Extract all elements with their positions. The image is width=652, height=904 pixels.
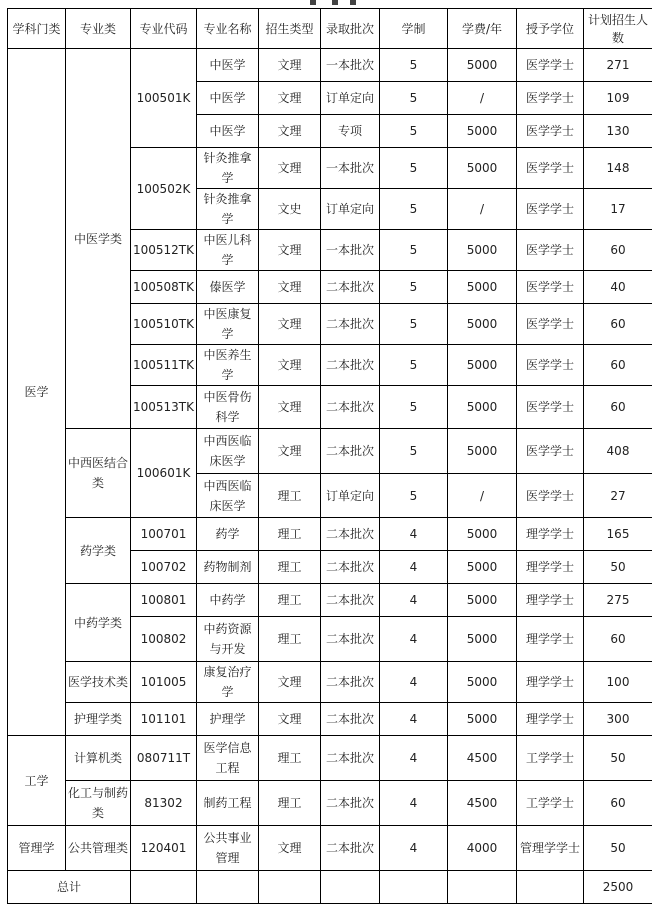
type-cell: 文理	[259, 429, 321, 474]
degree-cell: 理学学士	[517, 584, 584, 617]
category-cell: 化工与制药类	[66, 781, 131, 826]
category-cell: 公共管理类	[66, 826, 131, 871]
plan-cell: 60	[584, 386, 652, 429]
degree-cell: 医学学士	[517, 429, 584, 474]
code-cell: 100511TK	[131, 345, 197, 386]
batch-cell: 一本批次	[321, 230, 380, 271]
type-cell: 理工	[259, 551, 321, 584]
category-cell: 中药学类	[66, 584, 131, 662]
fee-cell: 5000	[448, 304, 517, 345]
type-cell: 文理	[259, 148, 321, 189]
major-cell: 护理学	[197, 703, 259, 736]
type-cell: 文理	[259, 271, 321, 304]
degree-cell: 管理学学士	[517, 826, 584, 871]
batch-cell: 二本批次	[321, 826, 380, 871]
type-cell: 文理	[259, 826, 321, 871]
header-cell: 专业名称	[197, 9, 259, 49]
major-cell: 药学	[197, 518, 259, 551]
empty-cell	[517, 871, 584, 904]
fee-cell: 4500	[448, 736, 517, 781]
fee-cell: 5000	[448, 115, 517, 148]
major-cell: 中医骨伤科学	[197, 386, 259, 429]
type-cell: 理工	[259, 584, 321, 617]
header-cell: 授予学位	[517, 9, 584, 49]
plan-cell: 60	[584, 230, 652, 271]
years-cell: 4	[380, 662, 448, 703]
code-cell: 101101	[131, 703, 197, 736]
batch-cell: 二本批次	[321, 518, 380, 551]
code-cell: 100802	[131, 617, 197, 662]
discipline-cell: 医学	[8, 49, 66, 736]
years-cell: 4	[380, 736, 448, 781]
major-cell: 中医康复学	[197, 304, 259, 345]
years-cell: 5	[380, 271, 448, 304]
header-cell: 录取批次	[321, 9, 380, 49]
years-cell: 5	[380, 429, 448, 474]
plan-cell: 50	[584, 736, 652, 781]
fee-cell: 5000	[448, 271, 517, 304]
major-cell: 中西医临床医学	[197, 429, 259, 474]
header-cell: 计划招生人数	[584, 9, 652, 49]
header-cell: 专业代码	[131, 9, 197, 49]
fee-cell: 5000	[448, 551, 517, 584]
type-cell: 理工	[259, 781, 321, 826]
major-cell: 药物制剂	[197, 551, 259, 584]
table-row	[8, 662, 652, 703]
total-plan-cell: 2500	[584, 871, 652, 904]
table-row	[8, 49, 652, 82]
years-cell: 4	[380, 703, 448, 736]
degree-cell: 工学学士	[517, 781, 584, 826]
fee-cell: 5000	[448, 49, 517, 82]
years-cell: 4	[380, 584, 448, 617]
major-cell: 针灸推拿学	[197, 189, 259, 230]
code-cell: 080711T	[131, 736, 197, 781]
batch-cell: 二本批次	[321, 345, 380, 386]
batch-cell: 二本批次	[321, 781, 380, 826]
code-cell: 81302	[131, 781, 197, 826]
table-row	[8, 703, 652, 736]
degree-cell: 医学学士	[517, 230, 584, 271]
years-cell: 4	[380, 781, 448, 826]
type-cell: 文理	[259, 115, 321, 148]
code-cell: 101005	[131, 662, 197, 703]
plan-cell: 100	[584, 662, 652, 703]
years-cell: 5	[380, 115, 448, 148]
code-cell: 100508TK	[131, 271, 197, 304]
fee-cell: 5000	[448, 518, 517, 551]
header-cell: 学制	[380, 9, 448, 49]
degree-cell: 医学学士	[517, 82, 584, 115]
major-cell: 中医学	[197, 82, 259, 115]
discipline-cell: 管理学	[8, 826, 66, 871]
major-cell: 医学信息工程	[197, 736, 259, 781]
degree-cell: 医学学士	[517, 271, 584, 304]
degree-cell: 医学学士	[517, 148, 584, 189]
code-cell: 100702	[131, 551, 197, 584]
batch-cell: 二本批次	[321, 617, 380, 662]
years-cell: 5	[380, 345, 448, 386]
category-cell: 护理学类	[66, 703, 131, 736]
empty-cell	[197, 871, 259, 904]
plan-cell: 271	[584, 49, 652, 82]
header-row	[8, 9, 652, 49]
fee-cell: /	[448, 189, 517, 230]
code-cell: 100513TK	[131, 386, 197, 429]
plan-cell: 40	[584, 271, 652, 304]
empty-cell	[131, 871, 197, 904]
degree-cell: 理学学士	[517, 703, 584, 736]
type-cell: 文理	[259, 345, 321, 386]
plan-cell: 50	[584, 551, 652, 584]
degree-cell: 理学学士	[517, 617, 584, 662]
degree-cell: 理学学士	[517, 518, 584, 551]
degree-cell: 理学学士	[517, 662, 584, 703]
batch-cell: 一本批次	[321, 49, 380, 82]
fee-cell: 5000	[448, 703, 517, 736]
years-cell: 4	[380, 617, 448, 662]
plan-cell: 17	[584, 189, 652, 230]
fee-cell: 5000	[448, 662, 517, 703]
batch-cell: 二本批次	[321, 584, 380, 617]
code-cell: 100502K	[131, 148, 197, 230]
years-cell: 5	[380, 304, 448, 345]
fee-cell: 5000	[448, 584, 517, 617]
batch-cell: 订单定向	[321, 82, 380, 115]
batch-cell: 二本批次	[321, 271, 380, 304]
major-cell: 中医学	[197, 49, 259, 82]
total-row	[8, 871, 652, 904]
type-cell: 理工	[259, 518, 321, 551]
degree-cell: 医学学士	[517, 49, 584, 82]
years-cell: 5	[380, 49, 448, 82]
degree-cell: 医学学士	[517, 386, 584, 429]
table-row	[8, 781, 652, 826]
fee-cell: 5000	[448, 429, 517, 474]
years-cell: 5	[380, 474, 448, 518]
degree-cell: 医学学士	[517, 189, 584, 230]
batch-cell: 二本批次	[321, 662, 380, 703]
code-cell: 100510TK	[131, 304, 197, 345]
plan-cell: 130	[584, 115, 652, 148]
category-cell: 计算机类	[66, 736, 131, 781]
table-row	[8, 584, 652, 617]
top-edge-mark	[310, 0, 360, 6]
type-cell: 理工	[259, 474, 321, 518]
fee-cell: 5000	[448, 617, 517, 662]
batch-cell: 二本批次	[321, 703, 380, 736]
batch-cell: 二本批次	[321, 551, 380, 584]
table-row	[8, 826, 652, 871]
type-cell: 文理	[259, 703, 321, 736]
degree-cell: 医学学士	[517, 474, 584, 518]
code-cell: 100601K	[131, 429, 197, 518]
header-cell: 专业类	[66, 9, 131, 49]
plan-cell: 60	[584, 304, 652, 345]
major-cell: 中医养生学	[197, 345, 259, 386]
type-cell: 文理	[259, 386, 321, 429]
batch-cell: 二本批次	[321, 736, 380, 781]
years-cell: 4	[380, 826, 448, 871]
batch-cell: 二本批次	[321, 386, 380, 429]
major-cell: 中药学	[197, 584, 259, 617]
plan-cell: 300	[584, 703, 652, 736]
fee-cell: 5000	[448, 386, 517, 429]
discipline-cell: 工学	[8, 736, 66, 826]
code-cell: 100512TK	[131, 230, 197, 271]
degree-cell: 医学学士	[517, 345, 584, 386]
batch-cell: 订单定向	[321, 474, 380, 518]
empty-cell	[259, 871, 321, 904]
fee-cell: 5000	[448, 230, 517, 271]
years-cell: 5	[380, 148, 448, 189]
years-cell: 4	[380, 551, 448, 584]
years-cell: 5	[380, 386, 448, 429]
fee-cell: /	[448, 82, 517, 115]
category-cell: 药学类	[66, 518, 131, 584]
plan-cell: 109	[584, 82, 652, 115]
type-cell: 文理	[259, 230, 321, 271]
major-cell: 公共事业管理	[197, 826, 259, 871]
type-cell: 理工	[259, 617, 321, 662]
plan-cell: 60	[584, 781, 652, 826]
plan-cell: 27	[584, 474, 652, 518]
code-cell: 120401	[131, 826, 197, 871]
code-cell: 100501K	[131, 49, 197, 148]
major-cell: 中西医临床医学	[197, 474, 259, 518]
batch-cell: 一本批次	[321, 148, 380, 189]
category-cell: 医学技术类	[66, 662, 131, 703]
batch-cell: 二本批次	[321, 429, 380, 474]
fee-cell: 4500	[448, 781, 517, 826]
major-cell: 针灸推拿学	[197, 148, 259, 189]
degree-cell: 工学学士	[517, 736, 584, 781]
years-cell: 5	[380, 230, 448, 271]
major-cell: 傣医学	[197, 271, 259, 304]
total-label: 总计	[8, 871, 131, 904]
fee-cell: 4000	[448, 826, 517, 871]
category-cell: 中医学类	[66, 49, 131, 429]
batch-cell: 订单定向	[321, 189, 380, 230]
degree-cell: 理学学士	[517, 551, 584, 584]
category-cell: 中西医结合类	[66, 429, 131, 518]
major-cell: 中医学	[197, 115, 259, 148]
batch-cell: 专项	[321, 115, 380, 148]
plan-cell: 165	[584, 518, 652, 551]
table-row	[8, 736, 652, 781]
major-cell: 中药资源与开发	[197, 617, 259, 662]
years-cell: 5	[380, 189, 448, 230]
plan-cell: 60	[584, 617, 652, 662]
type-cell: 文理	[259, 49, 321, 82]
table-row	[8, 429, 652, 474]
major-cell: 制药工程	[197, 781, 259, 826]
years-cell: 5	[380, 82, 448, 115]
plan-cell: 60	[584, 345, 652, 386]
type-cell: 理工	[259, 736, 321, 781]
major-cell: 中医儿科学	[197, 230, 259, 271]
code-cell: 100701	[131, 518, 197, 551]
fee-cell: /	[448, 474, 517, 518]
plan-cell: 408	[584, 429, 652, 474]
code-cell: 100801	[131, 584, 197, 617]
table-row	[8, 518, 652, 551]
empty-cell	[321, 871, 380, 904]
header-cell: 学科门类	[8, 9, 66, 49]
batch-cell: 二本批次	[321, 304, 380, 345]
empty-cell	[448, 871, 517, 904]
header-cell: 招生类型	[259, 9, 321, 49]
fee-cell: 5000	[448, 148, 517, 189]
degree-cell: 医学学士	[517, 304, 584, 345]
header-cell: 学费/年	[448, 9, 517, 49]
plan-cell: 148	[584, 148, 652, 189]
type-cell: 文理	[259, 662, 321, 703]
enrollment-plan-table	[7, 8, 652, 904]
plan-cell: 275	[584, 584, 652, 617]
degree-cell: 医学学士	[517, 115, 584, 148]
plan-cell: 50	[584, 826, 652, 871]
empty-cell	[380, 871, 448, 904]
type-cell: 文理	[259, 82, 321, 115]
years-cell: 4	[380, 518, 448, 551]
type-cell: 文理	[259, 304, 321, 345]
major-cell: 康复治疗学	[197, 662, 259, 703]
fee-cell: 5000	[448, 345, 517, 386]
type-cell: 文史	[259, 189, 321, 230]
